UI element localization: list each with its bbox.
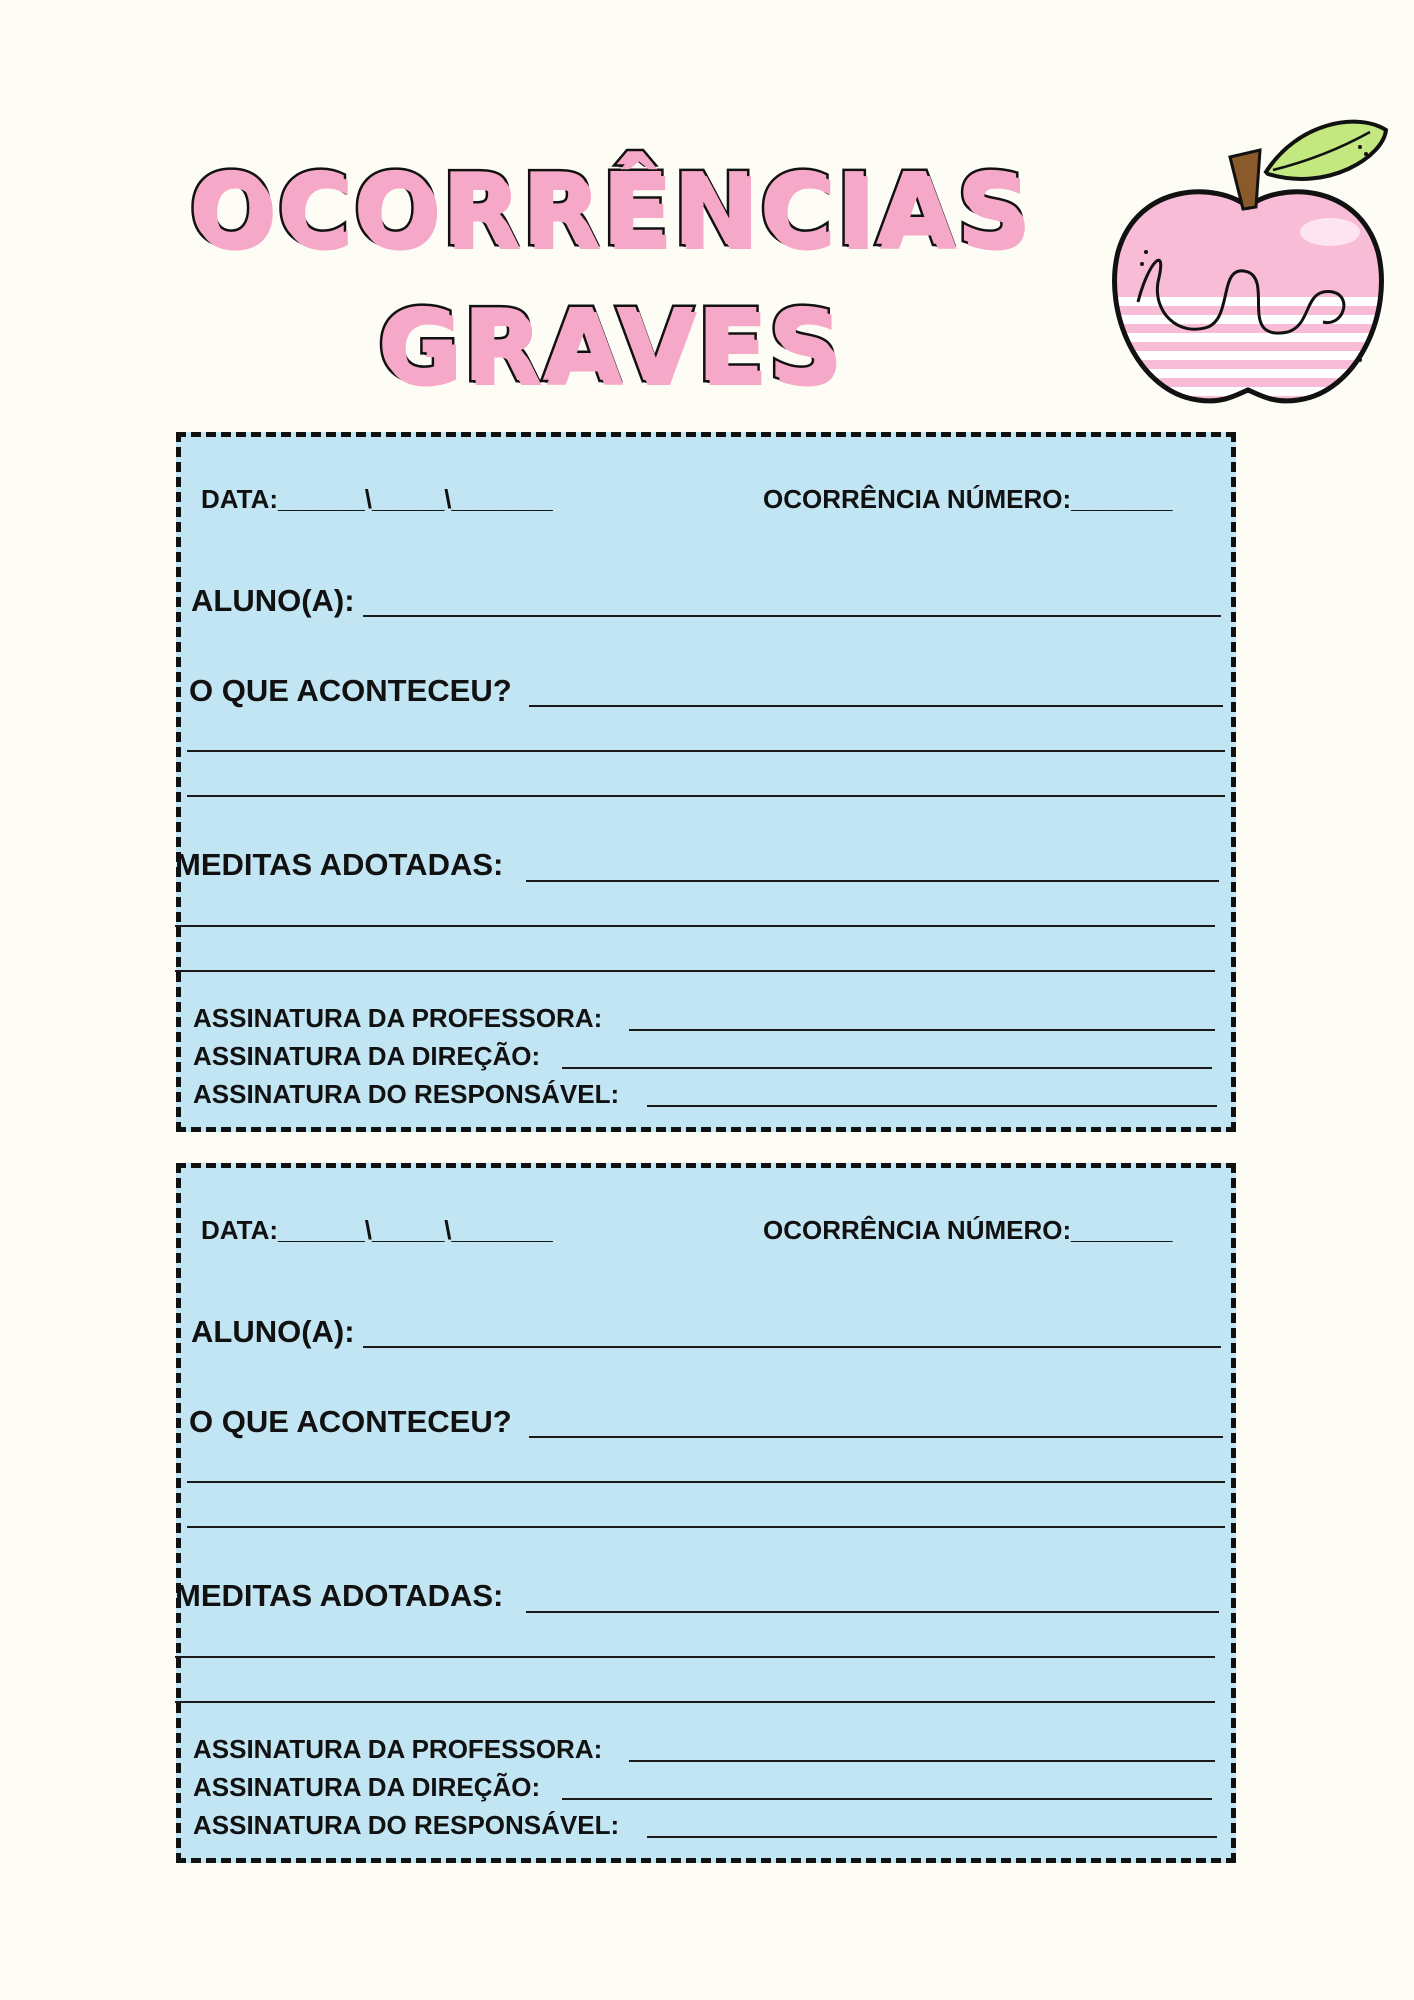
what-happened-line[interactable] xyxy=(187,750,1225,752)
measures-line[interactable] xyxy=(526,1611,1219,1613)
sign-guardian-line[interactable] xyxy=(647,1836,1217,1838)
date-field[interactable]: DATA:______\_____\_______ xyxy=(201,1215,553,1245)
measures-label: MEDITAS ADOTADAS: xyxy=(175,847,504,882)
student-label: ALUNO(A): xyxy=(191,583,355,618)
what-happened-label: O QUE ACONTECEU? xyxy=(189,1404,512,1439)
sign-guardian-label: ASSINATURA DO RESPONSÁVEL: xyxy=(193,1810,620,1840)
occurrence-number-field[interactable]: OCORRÊNCIA NÚMERO:_______ xyxy=(763,484,1173,514)
sign-guardian-line[interactable] xyxy=(647,1105,1217,1107)
sign-direction-line[interactable] xyxy=(562,1067,1212,1069)
student-label: ALUNO(A): xyxy=(191,1314,355,1349)
student-line[interactable] xyxy=(363,615,1221,617)
sign-teacher-line[interactable] xyxy=(629,1029,1215,1031)
what-happened-label: O QUE ACONTECEU? xyxy=(189,673,512,708)
occurrence-number-field[interactable]: OCORRÊNCIA NÚMERO:_______ xyxy=(763,1215,1173,1245)
what-happened-line[interactable] xyxy=(187,795,1225,797)
sign-direction-label: ASSINATURA DA DIREÇÃO: xyxy=(193,1772,541,1802)
occurrence-form-2 xyxy=(176,1163,1236,1863)
occurrence-form-1 xyxy=(176,432,1236,1132)
sign-teacher-label: ASSINATURA DA PROFESSORA: xyxy=(193,1003,603,1033)
measures-line[interactable] xyxy=(175,1656,1215,1658)
what-happened-line[interactable] xyxy=(529,1436,1223,1438)
measures-line[interactable] xyxy=(175,925,1215,927)
sign-direction-line[interactable] xyxy=(562,1798,1212,1800)
measures-line[interactable] xyxy=(175,970,1215,972)
sign-guardian-label: ASSINATURA DO RESPONSÁVEL: xyxy=(193,1079,620,1109)
date-field[interactable]: DATA:______\_____\_______ xyxy=(201,484,553,514)
measures-label: MEDITAS ADOTADAS: xyxy=(175,1578,504,1613)
sign-teacher-line[interactable] xyxy=(629,1760,1215,1762)
measures-line[interactable] xyxy=(175,1701,1215,1703)
title-line-1: OCORRÊNCIAS xyxy=(188,151,1032,268)
what-happened-line[interactable] xyxy=(187,1481,1225,1483)
measures-line[interactable] xyxy=(526,880,1219,882)
what-happened-line[interactable] xyxy=(529,705,1223,707)
apple-icon xyxy=(1098,112,1398,412)
sign-teacher-label: ASSINATURA DA PROFESSORA: xyxy=(193,1734,603,1764)
sign-direction-label: ASSINATURA DA DIREÇÃO: xyxy=(193,1041,541,1071)
student-line[interactable] xyxy=(363,1346,1221,1348)
title-line-2: GRAVES xyxy=(377,287,843,404)
what-happened-line[interactable] xyxy=(187,1526,1225,1528)
